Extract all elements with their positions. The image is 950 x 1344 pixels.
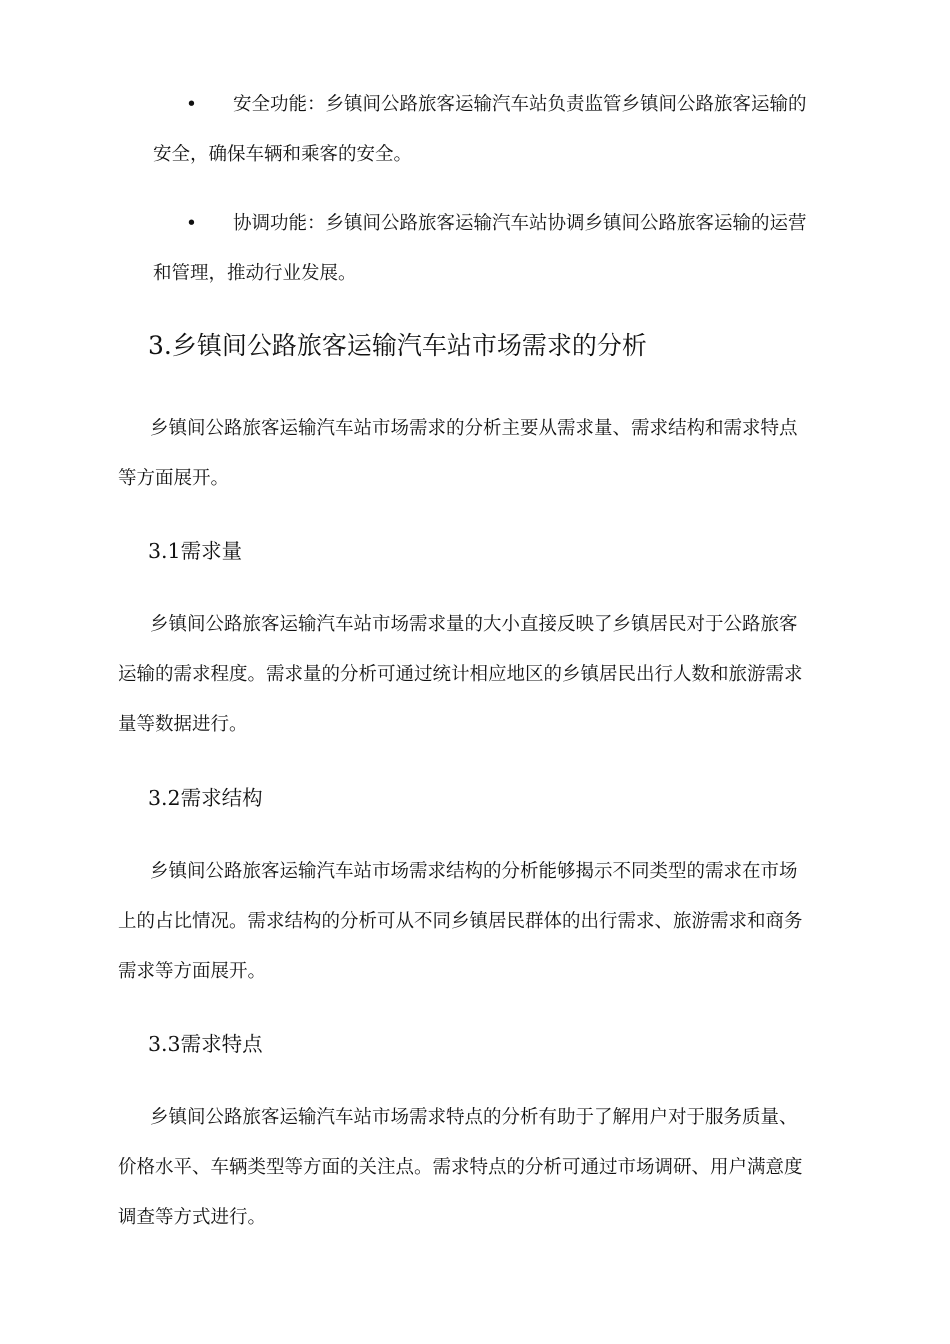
bullet-marker: • (186, 213, 197, 234)
bullet-item-coordination (153, 199, 833, 299)
paragraph-line: 上的占比情况。需求结构的分析可从不同乡镇居民群体的出行需求、旅游需求和商务 (118, 911, 803, 932)
paragraph-line: 等方面展开。 (118, 468, 230, 489)
section-3-intro (118, 404, 838, 504)
bullet-text: 协调功能：乡镇间公路旅客运输汽车站协调乡镇间公路旅客运输的运营 (233, 213, 807, 234)
paragraph-line: 乡镇间公路旅客运输汽车站市场需求结构的分析能够揭示不同类型的需求在市场 (150, 861, 798, 882)
bullet-text: 安全功能：乡镇间公路旅客运输汽车站负责监管乡镇间公路旅客运输的 (233, 94, 807, 115)
section-3-2-body (118, 847, 838, 997)
section-heading-3-1: 3.1需求量 (148, 539, 243, 563)
section-3-3-body (118, 1093, 838, 1243)
paragraph-line: 价格水平、车辆类型等方面的关注点。需求特点的分析可通过市场调研、用户满意度 (118, 1157, 803, 1178)
bullet-item-safety (153, 80, 833, 180)
paragraph-line: 乡镇间公路旅客运输汽车站市场需求特点的分析有助于了解用户对于服务质量、 (150, 1107, 798, 1128)
paragraph-line: 调查等方式进行。 (118, 1207, 267, 1228)
paragraph-line: 运输的需求程度。需求量的分析可通过统计相应地区的乡镇居民出行人数和旅游需求 (118, 664, 803, 685)
paragraph-line: 乡镇间公路旅客运输汽车站市场需求的分析主要从需求量、需求结构和需求特点 (150, 418, 798, 439)
bullet-continuation: 安全，确保车辆和乘客的安全。 (153, 144, 413, 165)
bullet-marker: • (186, 94, 197, 115)
section-heading-3-2: 3.2需求结构 (148, 786, 263, 810)
bullet-first-line (153, 80, 833, 130)
paragraph-line: 乡镇间公路旅客运输汽车站市场需求量的大小直接反映了乡镇居民对于公路旅客 (150, 614, 798, 635)
paragraph-line: 量等数据进行。 (118, 714, 248, 735)
section-3-1-body (118, 600, 838, 750)
bullet-first-line (153, 199, 833, 249)
paragraph-line: 需求等方面展开。 (118, 961, 267, 982)
bullet-continuation: 和管理，推动行业发展。 (153, 263, 357, 284)
section-heading-3-3: 3.3需求特点 (148, 1032, 263, 1056)
section-heading-3: 3.乡镇间公路旅客运输汽车站市场需求的分析 (148, 331, 647, 360)
